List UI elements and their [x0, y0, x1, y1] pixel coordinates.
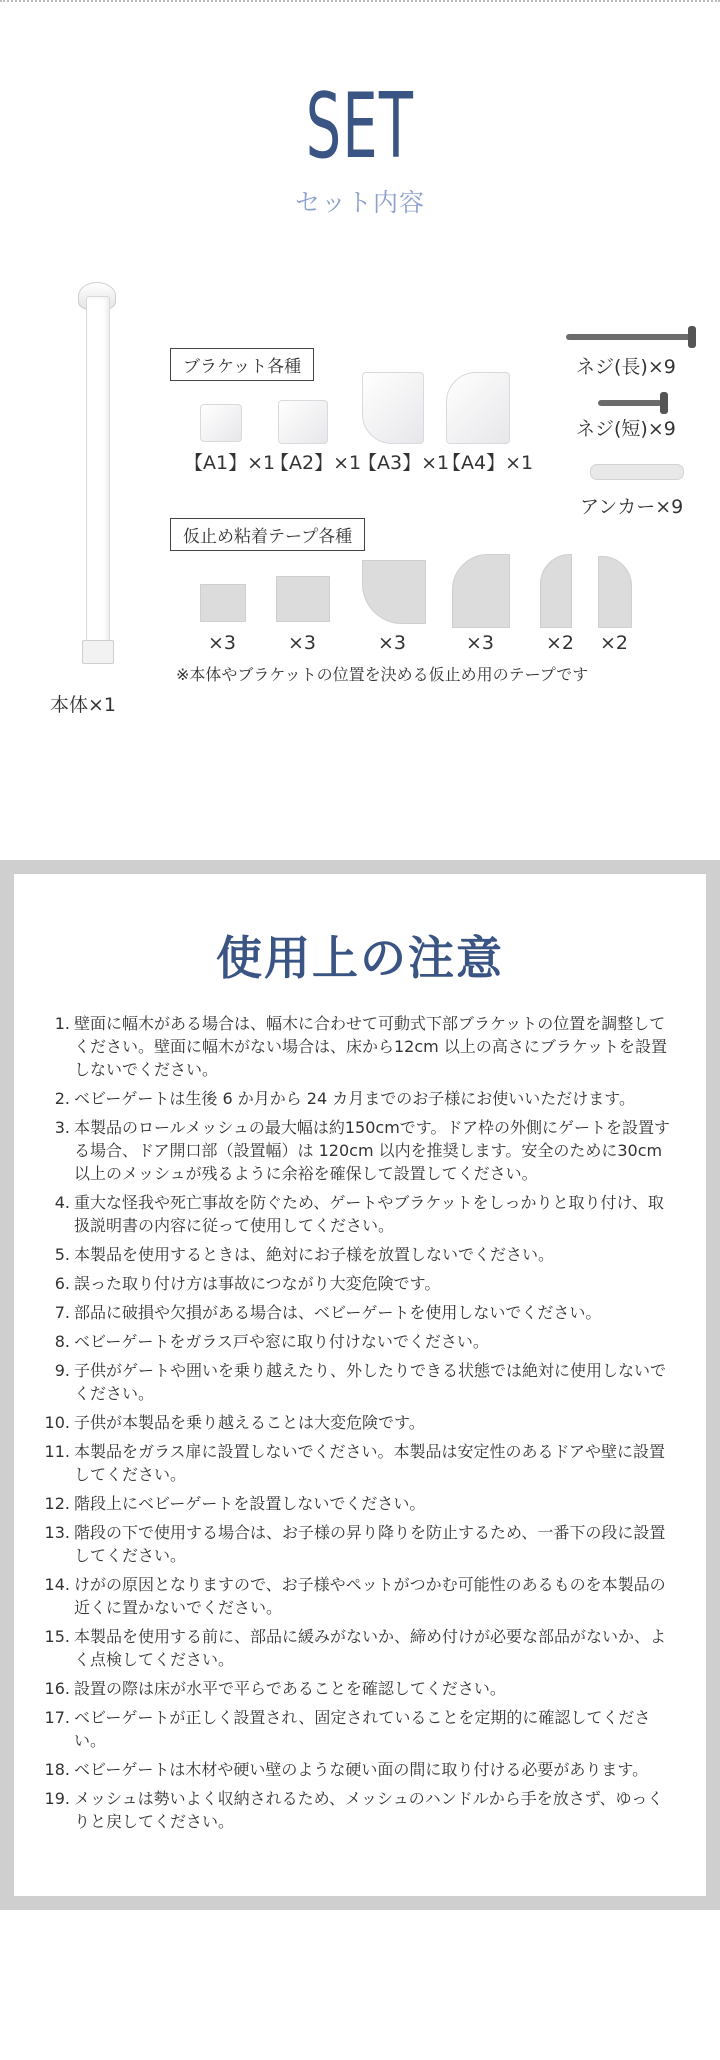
list-item-number: 9.: [54, 1361, 70, 1380]
bracket-a3-image: [362, 372, 424, 444]
list-item-number: 10.: [44, 1413, 70, 1432]
list-item-text: 誤った取り付け方は事故につながり大変危険です。: [74, 1274, 441, 1293]
list-item: [44, 1440, 676, 1486]
list-item-text: 設置の際は床が水平で平らであることを確認してください。: [74, 1679, 506, 1698]
list-item-text: 本製品を使用する前に、部品に緩みがないか、締め付けが必要な部品がないか、よく点検してください。: [74, 1627, 667, 1669]
list-item-text: 本製品を使用するときは、絶対にお子様を放置しないでください。: [74, 1245, 555, 1264]
tape-5-image: [540, 554, 572, 628]
tape-2-label: ×3: [288, 632, 317, 654]
list-item-text: 子供がゲートや囲いを乗り越えたり、外したりできる状態では絶対に使用しないでください。: [74, 1361, 667, 1403]
gate-body-pole-image: [86, 296, 110, 644]
list-item: [44, 1012, 676, 1081]
list-item: [44, 1411, 676, 1434]
list-item: [44, 1301, 676, 1324]
list-item-number: 18.: [44, 1760, 70, 1779]
list-item-number: 3.: [54, 1118, 70, 1137]
anchor-label: アンカー×9: [580, 496, 684, 518]
list-item-number: 17.: [44, 1708, 70, 1727]
pole-foot-image: [82, 640, 114, 664]
tape-1-image: [200, 584, 246, 622]
bracket-a4-label: 【A4】×1: [442, 452, 534, 474]
tape-1-label: ×3: [208, 632, 237, 654]
short-screw-head-image: [660, 392, 668, 414]
list-item: [44, 1677, 676, 1700]
list-item-text: 本製品をガラス扉に設置しないでください。本製品は安定性のあるドアや壁に設置してください。: [74, 1442, 666, 1484]
bracket-a1-label: 【A1】×1: [184, 452, 276, 474]
brackets-section-label: ブラケット各種: [170, 348, 314, 381]
list-item-number: 14.: [44, 1575, 70, 1594]
list-item: [44, 1330, 676, 1353]
list-item-text: メッシュは勢いよく収納されるため、メッシュのハンドルから手を放さず、ゆっくりと戻してください。: [74, 1789, 664, 1831]
list-item-text: ベビーゲートが正しく設置され、固定されていることを定期的に確認してください。: [74, 1708, 651, 1750]
tape-4-label: ×3: [466, 632, 495, 654]
list-item: [44, 1087, 676, 1110]
list-item-number: 11.: [44, 1442, 70, 1461]
bracket-a2-image: [278, 400, 328, 444]
list-item: [44, 1787, 676, 1833]
set-title: SET: [305, 74, 415, 179]
list-item-text: 部品に破損や欠損がある場合は、ベビーゲートを使用しないでください。: [74, 1303, 602, 1322]
list-item: [44, 1706, 676, 1752]
tapes-section-label: 仮止め粘着テープ各種: [170, 518, 365, 551]
list-item-text: けがの原因となりますので、お子様やペットがつかむ可能性のあるものを本製品の近くに置かないでください。: [74, 1575, 666, 1617]
long-screw-image: [566, 334, 692, 340]
list-item: [44, 1191, 676, 1237]
top-dotted-divider: [0, 0, 720, 2]
list-item-number: 15.: [44, 1627, 70, 1646]
list-item-number: 7.: [54, 1303, 70, 1322]
set-subtitle: セット内容: [294, 188, 425, 217]
short-screw-label: ネジ(短)×9: [576, 418, 676, 440]
list-item: [44, 1359, 676, 1405]
list-item-number: 2.: [54, 1089, 70, 1108]
list-item: [44, 1625, 676, 1671]
tape-2-image: [276, 576, 330, 622]
list-item: [44, 1521, 676, 1567]
caution-title: 使用上の注意: [216, 931, 504, 985]
long-screw-label: ネジ(長)×9: [576, 356, 676, 378]
list-item-number: 12.: [44, 1494, 70, 1513]
list-item: [44, 1243, 676, 1266]
tape-3-image: [362, 560, 426, 624]
list-item: [44, 1116, 676, 1185]
list-item: [44, 1492, 676, 1515]
main-body-label: 本体×1: [50, 694, 117, 716]
bracket-a3-label: 【A3】×1: [358, 452, 450, 474]
tape-4-image: [452, 554, 510, 628]
list-item-text: 本製品のロールメッシュの最大幅は約150cmです。ドア枠の外側にゲートを設置する場合、ドア開口部（設置幅）は 120cm 以内を推奨します。安全のために30cm 以上のメッシュが残るように余裕を確保して設置してください。: [74, 1118, 671, 1183]
list-item-text: 重大な怪我や死亡事故を防ぐため、ゲートやブラケットをしっかりと取り付け、取扱説明書の内容に従って使用してください。: [74, 1193, 664, 1235]
list-item: [44, 1758, 676, 1781]
list-item-number: 6.: [54, 1274, 70, 1293]
list-item-number: 16.: [44, 1679, 70, 1698]
list-item-text: ベビーゲートをガラス戸や窓に取り付けないでください。: [74, 1332, 489, 1351]
short-screw-image: [598, 400, 662, 406]
list-item-text: ベビーゲートは木材や硬い壁のような硬い面の間に取り付ける必要があります。: [74, 1760, 649, 1779]
tape-6-image: [598, 556, 632, 628]
bracket-a2-label: 【A2】×1: [270, 452, 362, 474]
bracket-a4-image: [446, 372, 510, 444]
tape-note: ※本体やブラケットの位置を決める仮止め用のテープです: [176, 665, 589, 684]
tape-5-label: ×2: [546, 632, 575, 654]
tape-3-label: ×3: [378, 632, 407, 654]
list-item: [44, 1573, 676, 1619]
list-item-number: 19.: [44, 1789, 70, 1808]
list-item-number: 8.: [54, 1332, 70, 1351]
bracket-a1-image: [200, 404, 242, 442]
caution-list: [44, 1012, 676, 1839]
list-item-text: 階段上にベビーゲートを設置しないでください。: [74, 1494, 426, 1513]
list-item-text: 壁面に幅木がある場合は、幅木に合わせて可動式下部ブラケットの位置を調整してください。壁面に幅木がない場合は、床から12cm 以上の高さにブラケットを設置しないでください。: [74, 1014, 668, 1079]
list-item-text: ベビーゲートは生後 6 か月から 24 カ月までのお子様にお使いいただけます。: [74, 1089, 635, 1108]
list-item-number: 4.: [54, 1193, 70, 1212]
anchor-image: [590, 464, 684, 480]
list-item-text: 子供が本製品を乗り越えることは大変危険です。: [74, 1413, 425, 1432]
list-item-number: 13.: [44, 1523, 70, 1542]
list-item-number: 1.: [54, 1014, 70, 1033]
long-screw-head-image: [688, 326, 696, 348]
list-item-text: 階段の下で使用する場合は、お子様の昇り降りを防止するため、一番下の段に設置してください。: [74, 1523, 666, 1565]
tape-6-label: ×2: [600, 632, 629, 654]
list-item: [44, 1272, 676, 1295]
list-item-number: 5.: [54, 1245, 70, 1264]
